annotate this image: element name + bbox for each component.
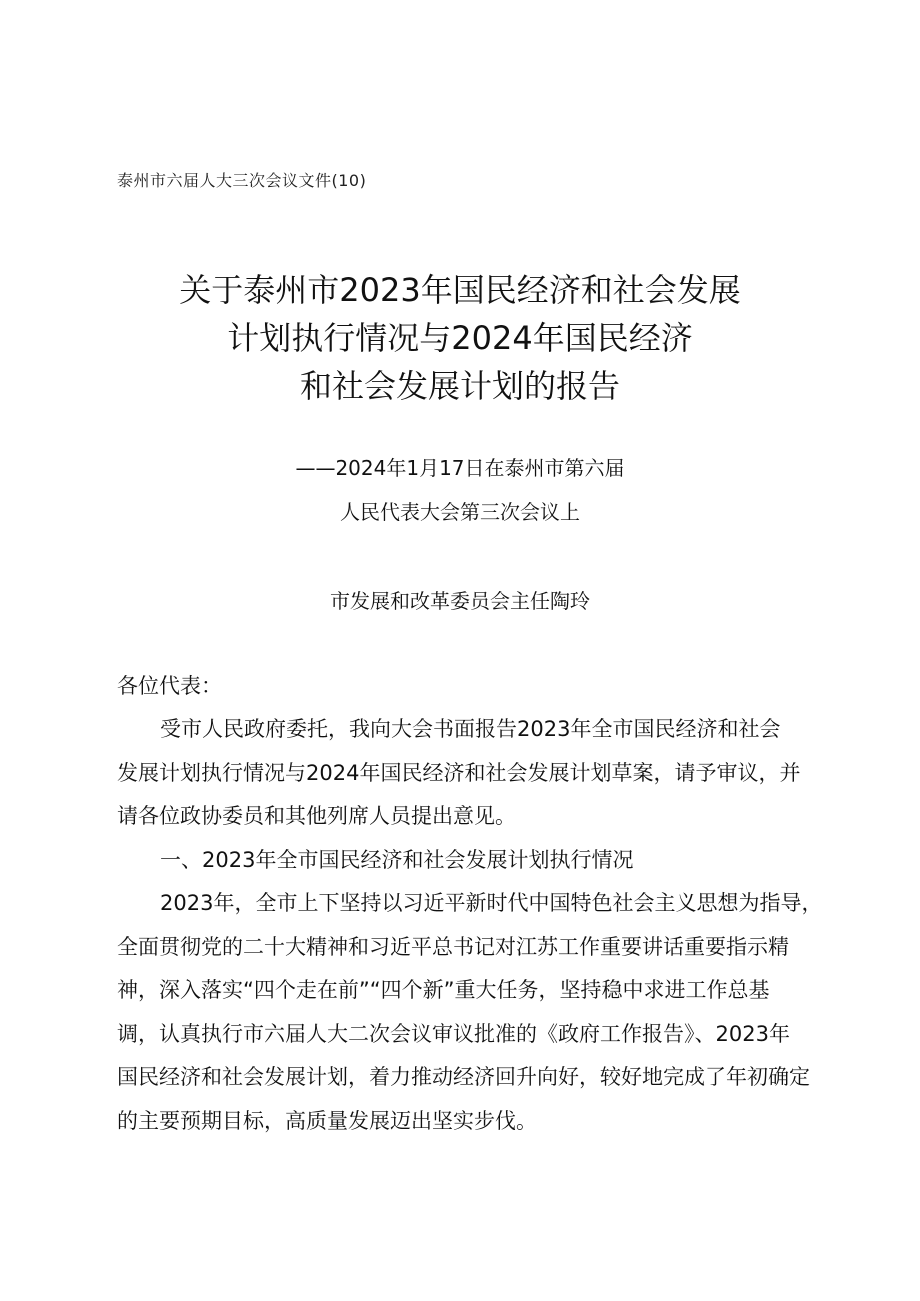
paragraph-2-line-6: 的主要预期目标，高质量发展迈出坚实步伐。	[117, 1109, 537, 1133]
subtitle-line-2: 人民代表大会第三次会议上	[340, 500, 580, 524]
title-line-1: 关于泰州市2023年国民经济和社会发展	[179, 271, 741, 309]
title-line-2: 计划执行情况与2024年国民经济	[227, 319, 693, 357]
speaker-line: 市发展和改革委员会主任陶玲	[330, 589, 590, 613]
document-file-label: 泰州市六届人大三次会议文件(10)	[117, 171, 367, 190]
subtitle-line-1: ——2024年1月17日在泰州市第六届	[295, 456, 625, 480]
paragraph-2-line-5: 国民经济和社会发展计划，着力推动经济回升向好，较好地完成了年初确定	[117, 1065, 810, 1089]
paragraph-1-line-2: 发展计划执行情况与2024年国民经济和社会发展计划草案，请予审议，并	[117, 761, 801, 785]
paragraph-2-line-1: 2023年，全市上下坚持以习近平新时代中国特色社会主义思想为指导，	[160, 891, 823, 915]
title-line-3: 和社会发展计划的报告	[299, 367, 620, 405]
paragraph-2-line-3: 神，深入落实“四个走在前”“四个新”重大任务，坚持稳中求进工作总基	[117, 978, 770, 1002]
paragraph-2-line-4: 调，认真执行市六届人大二次会议审议批准的《政府工作报告》、2023年	[117, 1022, 790, 1046]
paragraph-1-line-3: 请各位政协委员和其他列席人员提出意见。	[117, 804, 516, 828]
report-title	[100, 266, 820, 410]
salutation: 各位代表：	[117, 674, 222, 698]
paragraph-1-line-1: 受市人民政府委托，我向大会书面报告2023年全市国民经济和社会	[160, 717, 781, 741]
section-1-heading: 一、2023年全市国民经济和社会发展计划执行情况	[160, 848, 634, 872]
paragraph-2-line-2: 全面贯彻党的二十大精神和习近平总书记对江苏工作重要讲话重要指示精	[117, 935, 789, 959]
